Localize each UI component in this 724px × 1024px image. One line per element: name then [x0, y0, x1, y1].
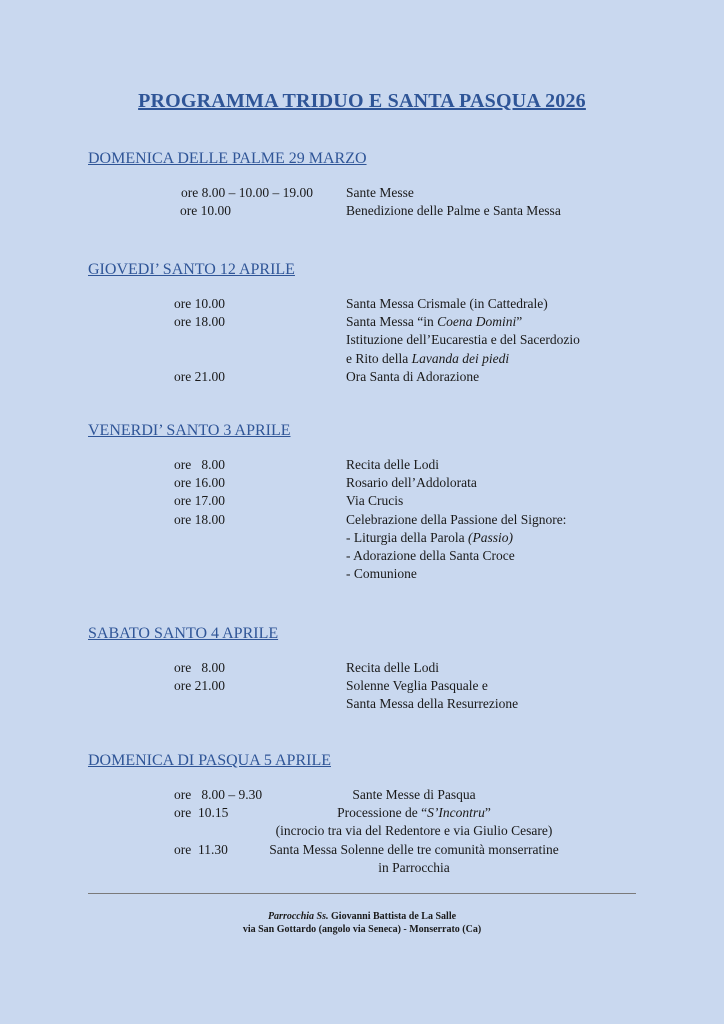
schedule-row	[88, 202, 648, 220]
schedule-row	[88, 822, 648, 840]
schedule-list	[88, 786, 648, 877]
schedule-list	[88, 659, 648, 714]
schedule-row	[88, 350, 648, 368]
schedule-time: ore 8.00 – 10.00 – 19.00	[181, 185, 313, 200]
schedule-row	[88, 492, 648, 510]
schedule-row	[88, 677, 648, 695]
schedule-desc: in Parrocchia	[378, 859, 450, 875]
schedule-desc: Ora Santa di Adorazione	[346, 368, 480, 384]
schedule-desc: - Comunione	[346, 566, 417, 582]
schedule-time: ore 21.00	[174, 678, 225, 694]
schedule-desc: Benedizione delle Palme e Santa Messa	[346, 203, 561, 219]
schedule-time: ore 18.00	[174, 511, 225, 527]
schedule-desc: Recita delle Lodi	[346, 660, 439, 675]
footer-parish-name: Parrocchia Ss. Giovanni Battista de La Salle	[267, 911, 457, 922]
schedule-desc: Istituzione dell’Eucarestia e del Sacerdozio	[346, 332, 580, 348]
schedule-desc: Santa Messa “in Coena Domini”	[346, 314, 523, 330]
section-heading: SABATO SANTO 4 APRILE	[88, 625, 279, 642]
schedule-desc: Rosario dell’Addolorata	[346, 475, 477, 491]
schedule-desc: Via Crucis	[346, 493, 404, 509]
schedule-desc: Santa Messa Solenne delle tre comunità monserratine	[269, 841, 559, 857]
schedule-desc: - Liturgia della Parola (Passio)	[346, 529, 513, 545]
schedule-row	[88, 511, 648, 529]
section-holy-thursday	[88, 259, 648, 386]
schedule-list	[88, 456, 648, 583]
schedule-row	[88, 474, 648, 492]
schedule-desc: - Adorazione della Santa Croce	[346, 547, 515, 563]
page-title: PROGRAMMA TRIDUO E SANTA PASQUA 2026	[138, 90, 586, 112]
schedule-row	[88, 295, 648, 313]
schedule-list	[88, 295, 648, 386]
schedule-desc: Celebrazione della Passione del Signore:	[346, 511, 567, 527]
section-holy-saturday	[88, 623, 648, 714]
footer	[88, 910, 636, 936]
schedule-time: ore 21.00	[174, 368, 225, 384]
schedule-row	[88, 786, 648, 804]
schedule-time: ore 10.15	[174, 805, 229, 821]
schedule-time: ore 8.00 – 9.30	[174, 787, 263, 802]
schedule-time: ore 10.00	[174, 296, 225, 311]
schedule-row	[88, 331, 648, 349]
footer-divider	[88, 893, 636, 894]
schedule-desc: Recita delle Lodi	[346, 457, 439, 472]
schedule-time: ore 18.00	[174, 314, 225, 330]
schedule-desc: Sante Messe di Pasqua	[352, 787, 476, 802]
section-palm-sunday	[88, 148, 648, 220]
section-heading: GIOVEDI’ SANTO 12 APRILE	[88, 261, 295, 278]
schedule-list	[88, 184, 648, 220]
schedule-time: ore 16.00	[174, 475, 225, 491]
schedule-row	[88, 547, 648, 565]
schedule-row	[88, 804, 648, 822]
schedule-row	[88, 695, 648, 713]
schedule-row	[88, 184, 648, 202]
schedule-desc: Santa Messa Crismale (in Cattedrale)	[346, 296, 548, 311]
schedule-time: ore 10.00	[180, 203, 231, 219]
schedule-desc: Processione de “S’Incontru”	[337, 805, 491, 821]
schedule-time: ore 11.30	[174, 841, 228, 857]
section-easter-sunday	[88, 750, 648, 877]
schedule-desc: Sante Messe	[346, 185, 414, 200]
section-heading: VENERDI’ SANTO 3 APRILE	[88, 422, 291, 439]
schedule-time: ore 17.00	[174, 493, 225, 509]
schedule-time: ore 8.00	[174, 457, 225, 472]
schedule-row	[88, 313, 648, 331]
schedule-desc: Santa Messa della Resurrezione	[346, 696, 519, 712]
section-heading: DOMENICA DELLE PALME 29 MARZO	[88, 150, 367, 167]
schedule-desc: (incrocio tra via del Redentore e via Giulio Cesare)	[275, 823, 553, 839]
schedule-desc: e Rito della Lavanda dei piedi	[346, 350, 510, 366]
schedule-row	[88, 529, 648, 547]
section-good-friday	[88, 420, 648, 583]
schedule-row	[88, 368, 648, 386]
schedule-row	[88, 659, 648, 677]
schedule-row	[88, 456, 648, 474]
schedule-desc: Solenne Veglia Pasquale e	[346, 678, 488, 694]
schedule-row	[88, 565, 648, 583]
schedule-row	[88, 841, 648, 859]
section-heading: DOMENICA DI PASQUA 5 APRILE	[88, 752, 331, 769]
footer-address: via San Gottardo (angolo via Seneca) - Monserrato (Ca)	[242, 924, 482, 935]
schedule-row	[88, 859, 648, 877]
schedule-time: ore 8.00	[174, 660, 225, 675]
